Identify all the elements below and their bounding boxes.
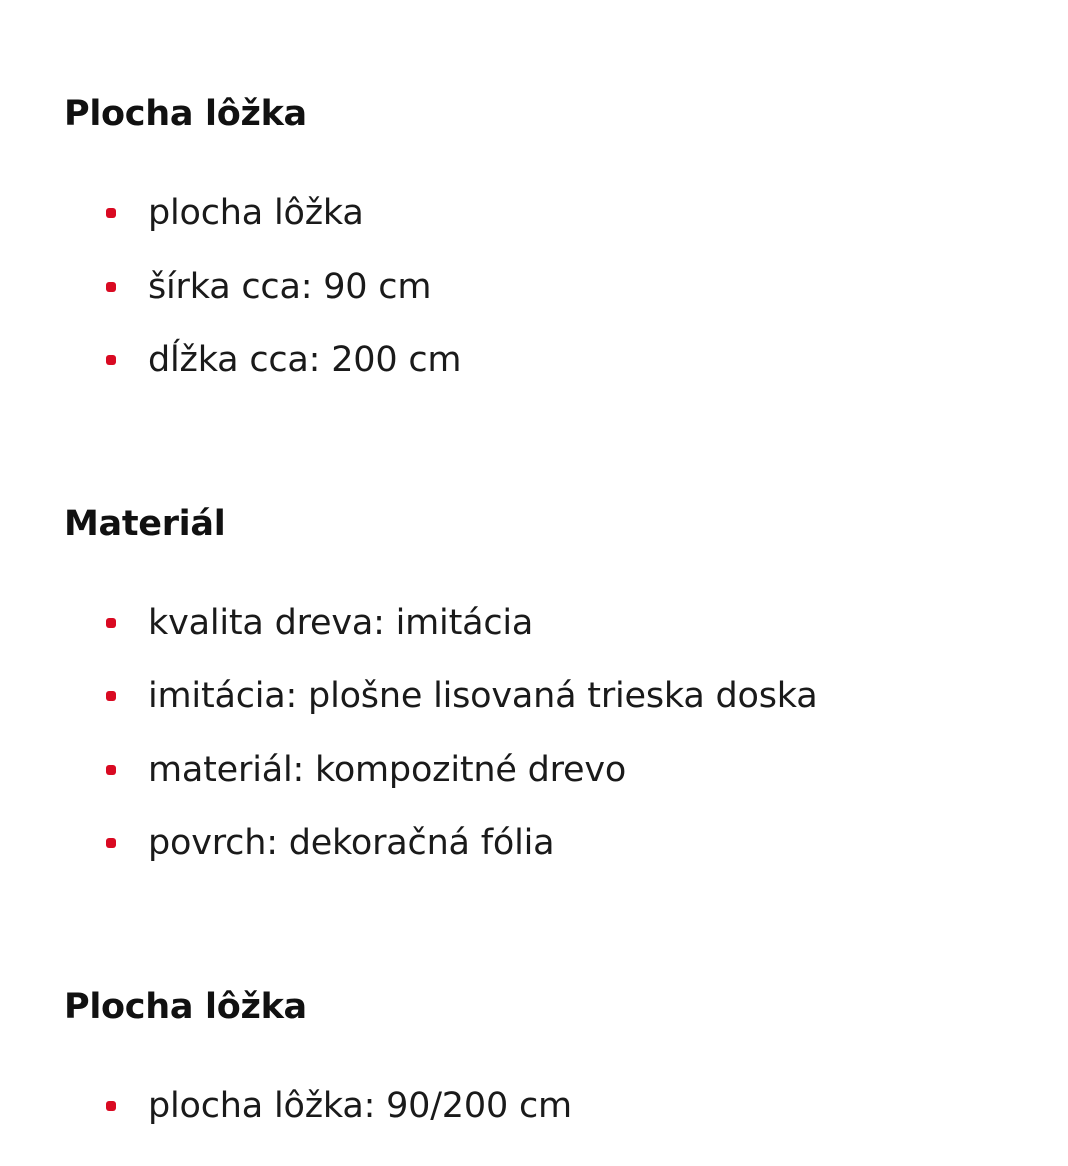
list-item-text: šírka cca: 90 cm: [148, 267, 432, 307]
bullet-icon: [106, 355, 116, 365]
list-item-text: plocha lôžka: 90/200 cm: [148, 1086, 572, 1126]
list-item: [0, 338, 1000, 382]
list-item: [0, 674, 1000, 718]
list-item-text: materiál: kompozitné drevo: [148, 750, 627, 790]
section-heading: Materiál: [64, 504, 226, 544]
list-item-text: povrch: dekoračná fólia: [148, 823, 555, 863]
bullet-icon: [106, 838, 116, 848]
bullet-icon: [106, 208, 116, 218]
list-item-text: imitácia: plošne lisovaná trieska doska: [148, 676, 818, 716]
list-item-text: kvalita dreva: imitácia: [148, 603, 534, 643]
list-item: [0, 601, 1000, 645]
section-heading: Plocha lôžka: [64, 987, 307, 1027]
list-item: [0, 748, 1000, 792]
bullet-icon: [106, 691, 116, 701]
list-item: [0, 191, 1000, 235]
bullet-icon: [106, 765, 116, 775]
bullet-icon: [106, 618, 116, 628]
bullet-icon: [106, 282, 116, 292]
list-item-text: dĺžka cca: 200 cm: [148, 340, 462, 380]
bullet-icon: [106, 1101, 116, 1111]
list-item: [0, 265, 1000, 309]
section-heading: Plocha lôžka: [64, 94, 307, 134]
list-item-text: plocha lôžka: [148, 193, 364, 233]
list-item: [0, 821, 1000, 865]
list-item: [0, 1084, 1000, 1128]
